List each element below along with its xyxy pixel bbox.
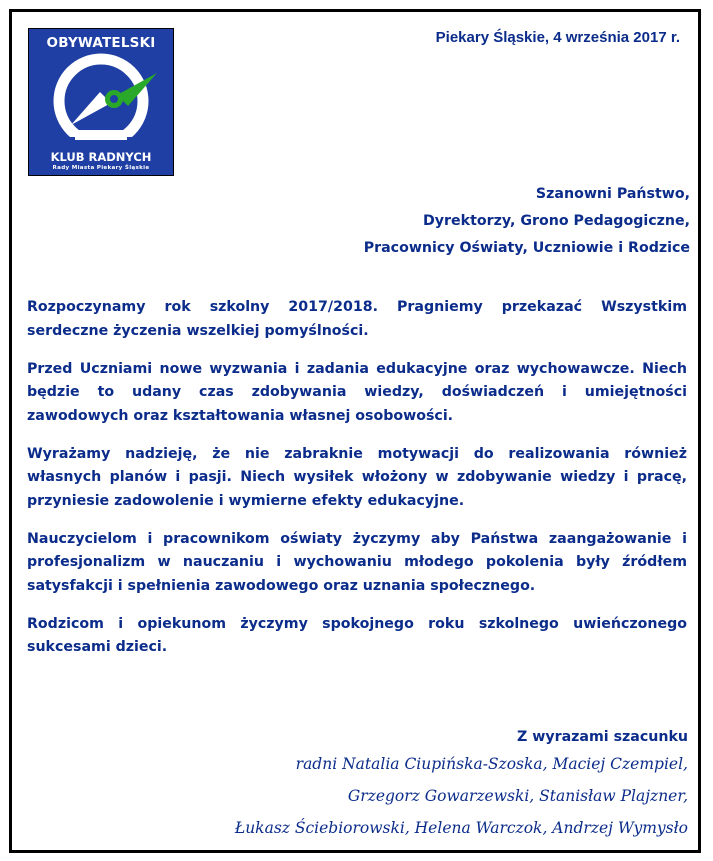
signatory-line: Grzegorz Gowarzewski, Stanisław Plajzner, bbox=[347, 787, 688, 805]
logo-top-text: OBYWATELSKI bbox=[46, 35, 156, 51]
paragraph: Rodzicom i opiekunom życzymy spokojnego roku szkolnego uwieńczonego sukcesami dzieci. bbox=[27, 615, 687, 655]
paragraph: Nauczycielom i pracownikom oświaty życzymy aby Państwa zaangażowanie i profesjonalizm w nauczaniu i wychowaniu młodego pokolenia były źródłem satysfakcji i spełnienia zawodowego oraz uznania społecznego. bbox=[27, 530, 687, 594]
logo-subtitle: Rady Miasta Piekary Śląskie bbox=[52, 165, 150, 171]
greeting-line: Dyrektorzy, Grono Pedagogiczne, bbox=[423, 213, 690, 229]
signatory-line: Łukasz Ściebiorowski, Helena Warczok, Andrzej Wymysło bbox=[234, 819, 688, 837]
closing-phrase: Z wyrazami szacunku bbox=[517, 729, 688, 745]
paragraph: Rozpoczynamy rok szkolny 2017/2018. Pragniemy przekazać Wszystkim serdeczne życzenia wszelkiej pomyślności. bbox=[27, 299, 687, 339]
greeting-line: Szanowni Państwo, bbox=[535, 186, 690, 202]
signatories bbox=[235, 748, 688, 844]
paragraph: Wyrażamy nadzieję, że nie zabraknie motywacji do realizowania również własnych planów i pasji. Niech wysiłek włożony w zdobywanie wiedzy i pracę, przyniesie zadowolenie i wymierne efekty edukacyjne. bbox=[27, 445, 687, 509]
paragraph: Przed Uczniami nowe wyzwania i zadania edukacyjne oraz wychowawcze. Niech będzie to udany czas zdobywania wiedzy, doświadczeń i umiejętności zawodowych oraz kształtowania własnej osobowości. bbox=[27, 360, 687, 424]
greeting-line: Pracownicy Oświaty, Uczniowie i Rodzice bbox=[363, 240, 690, 256]
letter-date: Piekary Śląskie, 4 września 2017 r. bbox=[435, 29, 680, 46]
greeting bbox=[364, 181, 690, 262]
club-logo bbox=[28, 28, 174, 176]
signatory-line: radni Natalia Ciupińska-Szoska, Maciej Czempiel, bbox=[295, 755, 688, 773]
letter-body bbox=[27, 296, 687, 674]
logo-bottom-text: KLUB RADNYCH bbox=[50, 150, 152, 164]
